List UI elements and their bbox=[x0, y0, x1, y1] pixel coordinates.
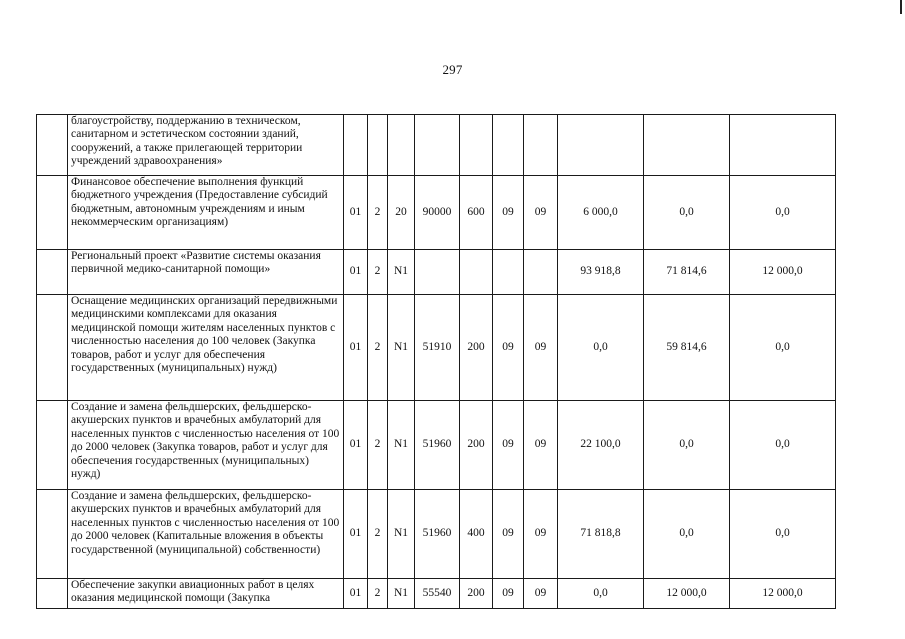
amount-1: 0,0 bbox=[558, 579, 644, 609]
row-description: Региональный проект «Развитие системы оказания первичной медико-санитарной помощи» bbox=[68, 250, 344, 295]
code-section: 09 bbox=[493, 579, 524, 609]
row-description: Обеспечение закупки авиационных работ в целях оказания медицинской помощи (Закупка bbox=[68, 579, 344, 609]
amount-1: 93 918,8 bbox=[558, 250, 644, 295]
margin-cell bbox=[37, 401, 68, 490]
code-section: 09 bbox=[493, 401, 524, 490]
code-section: 09 bbox=[493, 490, 524, 579]
code-subsection: 09 bbox=[524, 295, 558, 401]
table-row bbox=[37, 115, 836, 176]
code-type: 200 bbox=[460, 579, 493, 609]
code-expense: 90000 bbox=[415, 176, 460, 250]
amount-3: 0,0 bbox=[730, 295, 836, 401]
code-type: 600 bbox=[460, 176, 493, 250]
code-direction: N1 bbox=[388, 401, 415, 490]
margin-cell bbox=[37, 115, 68, 176]
code-program: 01 bbox=[344, 401, 368, 490]
code-subprogram: 2 bbox=[368, 295, 388, 401]
code-direction: N1 bbox=[388, 490, 415, 579]
code-direction: N1 bbox=[388, 579, 415, 609]
margin-cell bbox=[37, 176, 68, 250]
amount-1: 0,0 bbox=[558, 295, 644, 401]
table-row bbox=[37, 490, 836, 579]
amount-2: 71 814,6 bbox=[644, 250, 730, 295]
row-description: Создание и замена фельдшерских, фельдшерско-акушерских пунктов и врачебных амбулаторий для населенных пунктов с численностью населения от 100 до 2000 человек (Закупка товаров, работ и услуг для обеспечения государственных (муниципальных) нужд) bbox=[68, 401, 344, 490]
page-number: 297 bbox=[442, 62, 463, 77]
code-expense: 51960 bbox=[415, 490, 460, 579]
code-subprogram: 2 bbox=[368, 401, 388, 490]
code-program: 01 bbox=[344, 295, 368, 401]
table-row bbox=[37, 579, 836, 609]
code-expense bbox=[415, 115, 460, 176]
margin-cell bbox=[37, 490, 68, 579]
table-row bbox=[37, 176, 836, 250]
table-row bbox=[37, 250, 836, 295]
amount-3 bbox=[730, 115, 836, 176]
amount-1: 22 100,0 bbox=[558, 401, 644, 490]
table-row bbox=[37, 401, 836, 490]
code-section bbox=[493, 115, 524, 176]
code-program: 01 bbox=[344, 490, 368, 579]
amount-3: 0,0 bbox=[730, 176, 836, 250]
amount-3: 0,0 bbox=[730, 401, 836, 490]
amount-2: 59 814,6 bbox=[644, 295, 730, 401]
amount-3: 12 000,0 bbox=[730, 579, 836, 609]
amount-2: 0,0 bbox=[644, 176, 730, 250]
code-type: 200 bbox=[460, 295, 493, 401]
margin-cell bbox=[37, 295, 68, 401]
code-subprogram: 2 bbox=[368, 176, 388, 250]
row-description: благоустройству, поддержанию в техническом, санитарном и эстетическом состоянии зданий, сооружений, а также прилегающей территории учреждений здравоохранения» bbox=[68, 115, 344, 176]
amount-1 bbox=[558, 115, 644, 176]
code-subprogram: 2 bbox=[368, 250, 388, 295]
code-program: 01 bbox=[344, 579, 368, 609]
code-subsection bbox=[524, 250, 558, 295]
code-type: 400 bbox=[460, 490, 493, 579]
amount-3: 12 000,0 bbox=[730, 250, 836, 295]
code-subprogram: 2 bbox=[368, 490, 388, 579]
row-description: Создание и замена фельдшерских, фельдшерско-акушерских пунктов и врачебных амбулаторий для населенных пунктов с численностью населения от 100 до 2000 человек (Капитальные вложения в объекты государственной (муниципальной) собственности) bbox=[68, 490, 344, 579]
amount-1: 6 000,0 bbox=[558, 176, 644, 250]
scan-edge-mark bbox=[900, 0, 902, 14]
amount-2 bbox=[644, 115, 730, 176]
code-type bbox=[460, 250, 493, 295]
code-direction: 20 bbox=[388, 176, 415, 250]
code-program bbox=[344, 115, 368, 176]
code-direction: N1 bbox=[388, 250, 415, 295]
code-expense: 51910 bbox=[415, 295, 460, 401]
code-subsection: 09 bbox=[524, 490, 558, 579]
amount-2: 12 000,0 bbox=[644, 579, 730, 609]
amount-3: 0,0 bbox=[730, 490, 836, 579]
amount-2: 0,0 bbox=[644, 401, 730, 490]
code-direction: N1 bbox=[388, 295, 415, 401]
code-subsection: 09 bbox=[524, 401, 558, 490]
code-subsection: 09 bbox=[524, 579, 558, 609]
row-description: Финансовое обеспечение выполнения функций бюджетного учреждения (Предоставление субсидий бюджетным, автономным учреждениям и иным некоммерческим организациям) bbox=[68, 176, 344, 250]
code-type bbox=[460, 115, 493, 176]
code-subprogram: 2 bbox=[368, 579, 388, 609]
code-expense bbox=[415, 250, 460, 295]
code-section: 09 bbox=[493, 176, 524, 250]
table-row bbox=[37, 295, 836, 401]
code-program: 01 bbox=[344, 250, 368, 295]
code-section bbox=[493, 250, 524, 295]
code-subprogram bbox=[368, 115, 388, 176]
amount-1: 71 818,8 bbox=[558, 490, 644, 579]
code-expense: 55540 bbox=[415, 579, 460, 609]
code-type: 200 bbox=[460, 401, 493, 490]
code-direction bbox=[388, 115, 415, 176]
row-description: Оснащение медицинских организаций передвижными медицинскими комплексами для оказания медицинской помощи жителям населенных пунктов с численностью населения до 100 человек (Закупка товаров, работ и услуг для обеспечения государственных (муниципальных) нужд) bbox=[68, 295, 344, 401]
code-subsection bbox=[524, 115, 558, 176]
code-program: 01 bbox=[344, 176, 368, 250]
budget-table bbox=[36, 114, 836, 609]
code-expense: 51960 bbox=[415, 401, 460, 490]
code-section: 09 bbox=[493, 295, 524, 401]
code-subsection: 09 bbox=[524, 176, 558, 250]
amount-2: 0,0 bbox=[644, 490, 730, 579]
margin-cell bbox=[37, 579, 68, 609]
margin-cell bbox=[37, 250, 68, 295]
